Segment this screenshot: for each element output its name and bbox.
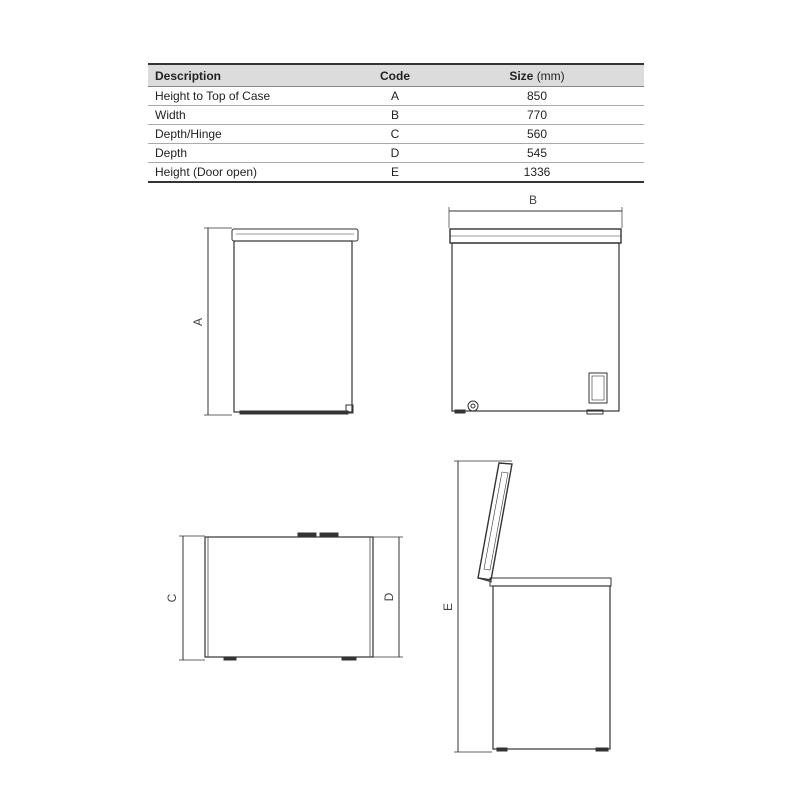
header-size-label: Size — [509, 68, 534, 83]
row-size: 560 — [430, 125, 644, 144]
drain-plug-inner — [471, 404, 475, 408]
side-view — [204, 228, 358, 415]
cabinet-side — [234, 241, 352, 412]
row-code: D — [360, 144, 430, 163]
row-description: Height (Door open) — [148, 163, 360, 183]
foot-open-left — [497, 748, 507, 751]
foot-top-view-2 — [342, 657, 356, 660]
label-d: D — [382, 592, 396, 602]
base-side — [240, 411, 348, 414]
header-size-unit: (mm) — [536, 68, 565, 83]
foot-front-left — [455, 410, 465, 413]
row-code: E — [360, 163, 430, 183]
row-description: Height to Top of Case — [148, 87, 360, 106]
row-description: Depth — [148, 144, 360, 163]
hinge-left — [298, 533, 316, 537]
cabinet-open — [493, 586, 610, 749]
foot-open-right — [596, 748, 608, 751]
row-size: 850 — [430, 87, 644, 106]
front-view — [449, 207, 622, 414]
row-code: B — [360, 106, 430, 125]
header-description: Description — [148, 64, 360, 87]
row-description: Depth/Hinge — [148, 125, 360, 144]
open-view — [454, 461, 611, 752]
foot-top-view — [224, 657, 236, 660]
label-a: A — [191, 317, 205, 327]
cabinet-rim — [490, 578, 611, 586]
top-view — [179, 533, 403, 660]
row-size: 1336 — [430, 163, 644, 183]
cabinet-top — [205, 537, 373, 657]
header-code: Code — [360, 64, 430, 87]
cabinet-front — [452, 243, 619, 411]
label-e: E — [441, 602, 455, 612]
control-panel-inner — [592, 376, 604, 400]
label-b: B — [528, 193, 538, 207]
row-size: 545 — [430, 144, 644, 163]
label-c: C — [165, 593, 179, 603]
hinge-right — [320, 533, 338, 537]
lid-side — [232, 229, 358, 241]
row-code: C — [360, 125, 430, 144]
row-code: A — [360, 87, 430, 106]
row-size: 770 — [430, 106, 644, 125]
drain-plug — [468, 401, 478, 411]
row-description: Width — [148, 106, 360, 125]
